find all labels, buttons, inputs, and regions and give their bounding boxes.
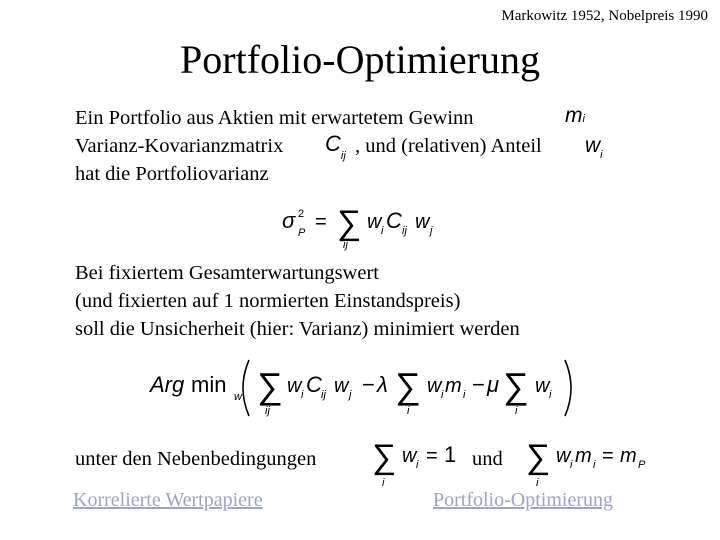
svg-text:i: i [381, 225, 384, 237]
intro-line-1: Ein Portfolio aus Aktien mit erwartetem Gewinn [75, 107, 474, 129]
symbol-m-i: mi [565, 104, 585, 127]
svg-text:w: w [415, 211, 430, 233]
goal-line-2: (und fixierten auf 1 normierten Einstandspreis) [75, 290, 461, 312]
svg-text:w: w [367, 211, 382, 233]
argmin-formula [145, 350, 595, 422]
svg-text:w: w [427, 375, 442, 397]
svg-text:w: w [535, 375, 550, 397]
link-portfolio-optimierung[interactable]: Portfolio-Optimierung [433, 489, 613, 511]
svg-text:i: i [301, 389, 304, 401]
svg-text:i: i [570, 459, 573, 471]
svg-text:ij: ij [343, 239, 348, 251]
svg-text:λ: λ [377, 372, 388, 397]
svg-text:w: w [402, 445, 417, 467]
sigma-symbol: σ [282, 208, 296, 233]
svg-text:P: P [298, 227, 306, 239]
svg-text:∑: ∑ [257, 365, 283, 406]
svg-text:i: i [593, 459, 596, 471]
svg-text:∑: ∑ [503, 365, 529, 406]
svg-text:ij: ij [402, 225, 407, 237]
svg-text:−: − [362, 372, 375, 397]
svg-text:i: i [536, 477, 539, 489]
budget-constraint-formula [368, 432, 468, 490]
goal-line-3: soll die Unsicherheit (hier: Varianz) minimiert werden [75, 318, 520, 340]
svg-text:i: i [407, 405, 410, 417]
svg-text:i: i [549, 389, 552, 401]
side-conditions-label: unter den Nebenbedingungen [75, 448, 317, 470]
svg-text:m: m [445, 375, 462, 397]
svg-text:w: w [234, 391, 242, 403]
symbol-C-ij: $C_{ij}$ [325, 131, 346, 162]
svg-text:min: min [191, 372, 227, 397]
svg-text:C: C [306, 372, 322, 397]
svg-text:i: i [463, 389, 466, 401]
svg-text:∑: ∑ [526, 438, 551, 476]
svg-text:w: w [287, 375, 302, 397]
svg-text:m: m [575, 445, 592, 467]
svg-text:=: = [426, 445, 438, 467]
svg-text:1: 1 [444, 442, 457, 467]
svg-text:w: w [334, 375, 349, 397]
svg-text:i: i [515, 405, 518, 417]
citation-header: Markowitz 1952, Nobelpreis 1990 [501, 8, 708, 24]
sum-symbol: ∑ [337, 204, 362, 242]
svg-text:j: j [430, 225, 433, 237]
intro-line-2a: Varianz-Kovarianzmatrix [75, 135, 284, 157]
svg-text:Arg: Arg [150, 372, 185, 397]
svg-text:j: j [349, 389, 352, 401]
svg-text:=: = [602, 445, 614, 467]
return-constraint-formula [522, 432, 662, 490]
svg-text:∑: ∑ [372, 438, 397, 476]
svg-text:i: i [416, 459, 419, 471]
svg-text:i: i [382, 477, 385, 489]
svg-text:C: C [386, 208, 402, 233]
svg-text:ij: ij [265, 405, 270, 417]
slide-title: Portfolio-Optimierung [180, 37, 540, 82]
intro-line-2b: , und (relativen) Anteil [355, 135, 542, 157]
portfolio-variance-formula [270, 198, 470, 256]
svg-text:=: = [315, 211, 327, 233]
intro-line-3: hat die Portfoliovarianz [75, 163, 269, 185]
svg-text:ij: ij [321, 389, 326, 401]
svg-text:P: P [638, 459, 646, 471]
svg-text:∑: ∑ [395, 365, 421, 406]
svg-text:2: 2 [298, 208, 305, 220]
link-korrelierte-wertpapiere[interactable]: Korrelierte Wertpapiere [73, 489, 263, 511]
goal-line-1: Bei fixiertem Gesamterwartungswert [75, 262, 379, 284]
svg-text:i: i [441, 389, 444, 401]
svg-text:μ: μ [487, 372, 500, 397]
svg-text:−: − [472, 372, 485, 397]
svg-text:m: m [620, 445, 637, 467]
symbol-w-i: $w_i$ [585, 134, 603, 161]
and-label: und [472, 448, 503, 470]
svg-text:w: w [556, 445, 571, 467]
